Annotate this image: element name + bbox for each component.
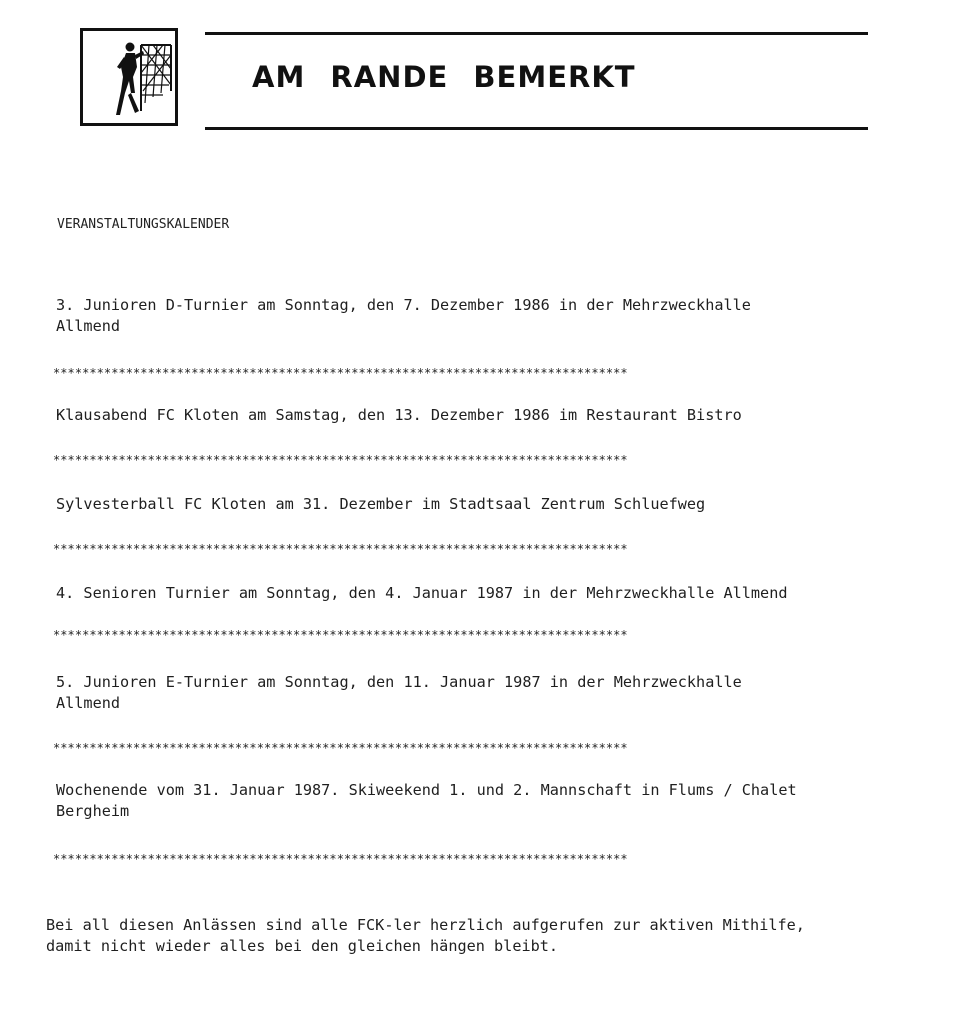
event-entry: 4. Senioren Turnier am Sonntag, den 4. Januar 1987 in der Mehrzweckhalle Allmend (56, 584, 788, 602)
event-entry: Sylvesterball FC Kloten am 31. Dezember im Stadtsaal Zentrum Schluefweg (56, 495, 706, 513)
separator-line: ******************************************************************************* (53, 852, 628, 866)
separator-line: ******************************************************************************* (53, 542, 628, 556)
goalkeeper-net-icon (80, 28, 178, 126)
separator-line: ******************************************************************************* (53, 453, 628, 467)
event-entry: 3. Junioren D-Turnier am Sonntag, den 7. Dezember 1986 in der Mehrzweckhalle Allmend (56, 296, 751, 335)
header-rule-top (205, 32, 868, 35)
separator-line: ******************************************************************************* (53, 741, 628, 755)
separator-line: ******************************************************************************* (53, 366, 628, 380)
event-entry: Klausabend FC Kloten am Samstag, den 13. Dezember 1986 im Restaurant Bistro (56, 406, 742, 424)
header-rule-bottom (205, 127, 868, 130)
section-title: VERANSTALTUNGSKALENDER (57, 217, 230, 232)
separator-line: ******************************************************************************* (53, 628, 628, 642)
event-entry: Wochenende vom 31. Januar 1987. Skiweekend 1. und 2. Mannschaft in Flums / Chalet Bergheim (56, 781, 797, 820)
page-title: AM RANDE BEMERKT (252, 60, 636, 94)
footer-note: Bei all diesen Anlässen sind alle FCK-ler herzlich aufgerufen zur aktiven Mithilfe, damit nicht wieder alles bei den gleichen hängen bleibt. (46, 916, 805, 955)
event-entry: 5. Junioren E-Turnier am Sonntag, den 11. Januar 1987 in der Mehrzweckhalle Allmend (56, 673, 742, 712)
